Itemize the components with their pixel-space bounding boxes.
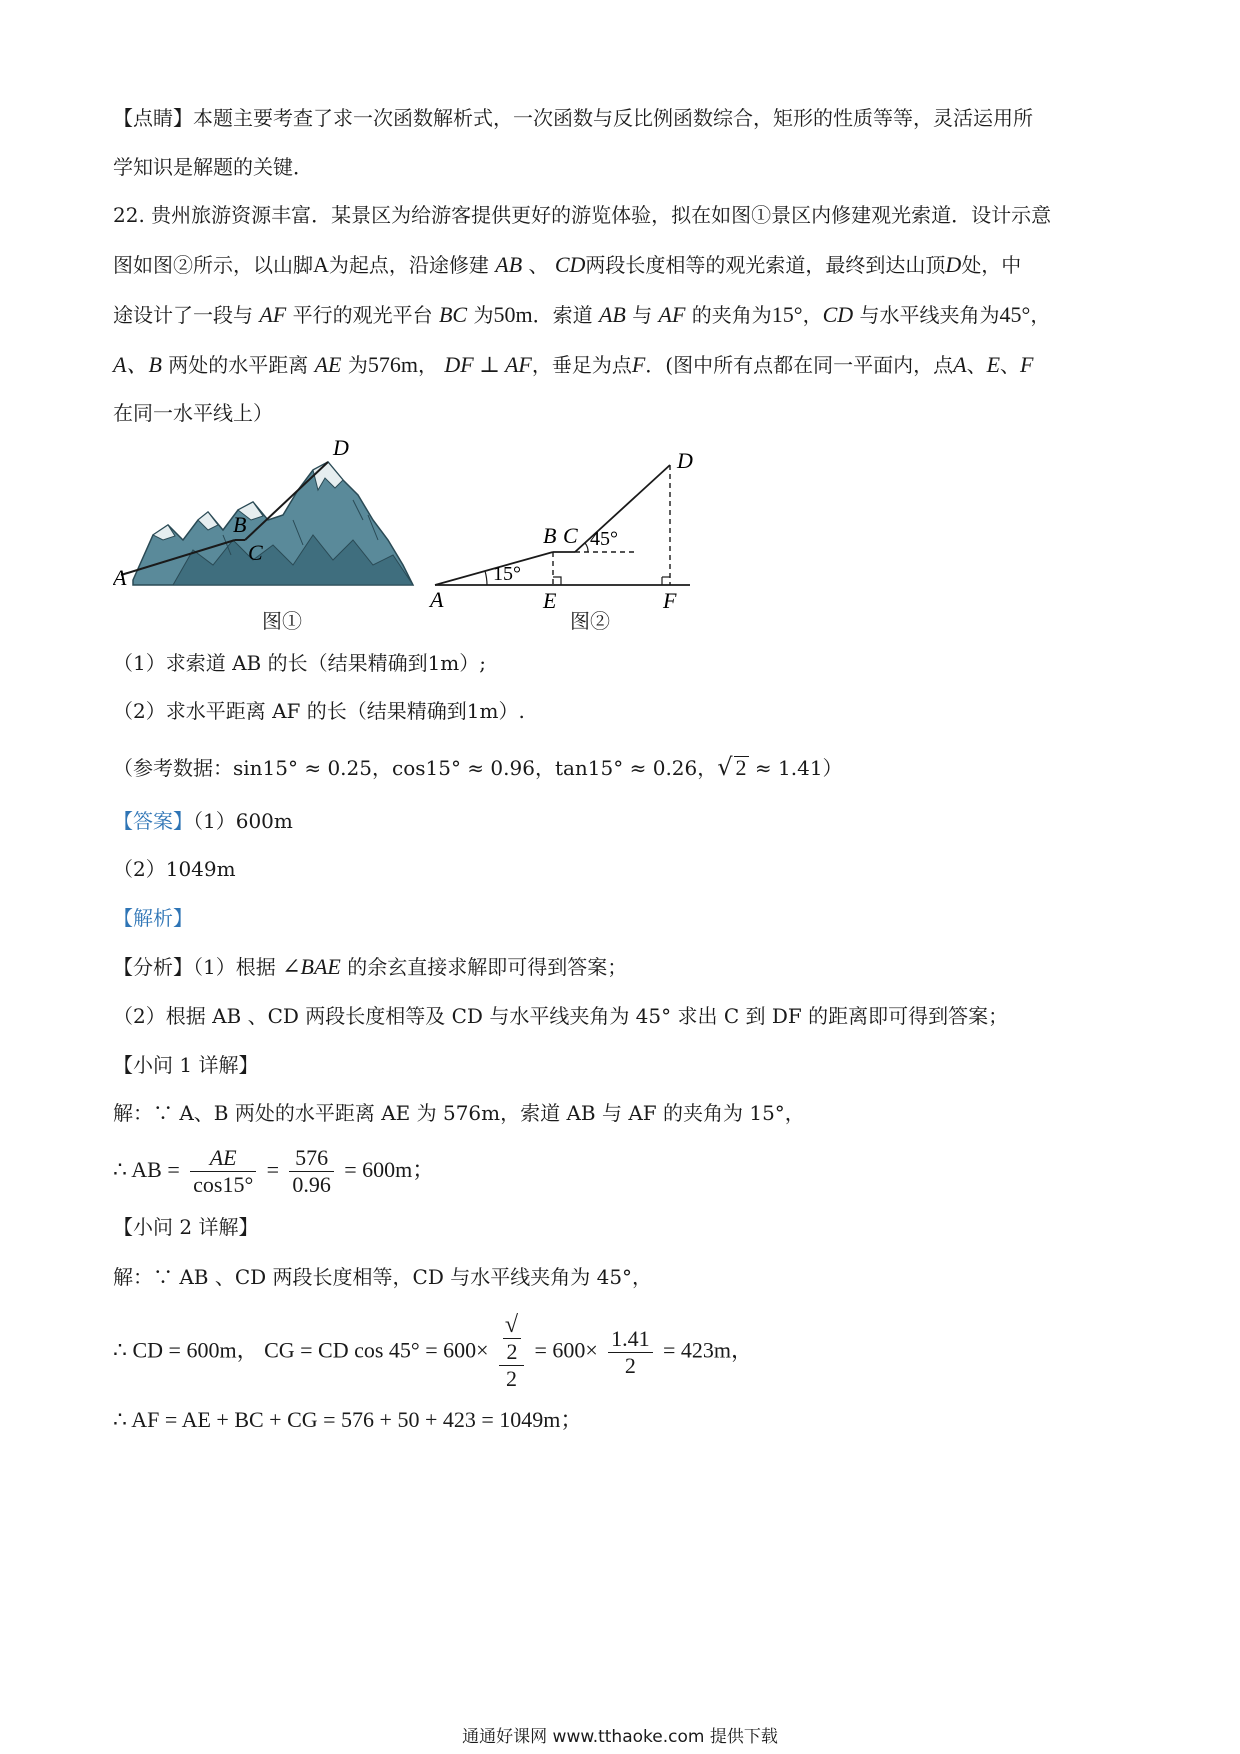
part2-solution <box>113 1262 652 1292</box>
part2-eq-c: = 423m， <box>663 1337 754 1363</box>
fig2-angle-arc-15 <box>485 571 487 585</box>
dianjing-text-1: 本题主要考查了求一次函数解析式，一次函数与反比例函数综合，矩形的性质等等，灵活运用所 <box>193 106 1033 130</box>
angle-45: 45° <box>999 302 1031 327</box>
problem-text-3d: ．索道 <box>532 303 593 327</box>
frac-141-denominator: 2 <box>624 1352 636 1378</box>
fig2-caption: 图② <box>570 609 610 633</box>
problem-text-3c: 为 <box>473 303 494 327</box>
part2-equation-2 <box>113 1405 582 1435</box>
problem-text-2b: 为起点，沿途修建 <box>328 253 489 277</box>
question-2-text: （2）求水平距离 AF 的长（结果精确到1m）. <box>113 699 525 723</box>
segment-af: AF <box>259 302 287 327</box>
problem-text-4c: ， <box>417 353 438 377</box>
fraction-ae-cos15 <box>190 1145 256 1198</box>
problem-text-4b: 为 <box>347 353 368 377</box>
problem-text-4d: ，垂足为点 <box>531 353 632 377</box>
problem-text-4a: 两处的水平距离 <box>168 353 309 377</box>
analysis-label: 【解析】 <box>113 906 193 930</box>
analysis-heading <box>113 903 193 933</box>
figure-1-mountains <box>113 440 423 630</box>
reference-sqrt-value: ≈ 1.41） <box>754 756 843 780</box>
bc-length: 50m <box>493 302 533 327</box>
part1-eq-right: = 600m； <box>344 1157 435 1182</box>
fig2-label-e: E <box>543 588 557 613</box>
problem-text-3g: ， <box>802 303 823 327</box>
fig2-label-c: C <box>563 523 578 548</box>
fig2-right-angle-e <box>553 577 561 585</box>
point-a-2: A <box>953 352 967 377</box>
frac-sqrt2-denominator: 2 <box>506 1366 517 1391</box>
frac1-numerator: AE <box>190 1145 256 1172</box>
sqrt-radicand: 2 <box>735 755 747 780</box>
dianjing-label: 【点睛】 <box>113 106 193 130</box>
fig1-label-d: D <box>333 440 349 460</box>
segment-af-2: AF <box>658 302 686 327</box>
problem-line-1 <box>113 200 1051 230</box>
fig2-angle-label-15: 15° <box>493 563 521 585</box>
point-d: D <box>945 252 962 277</box>
reference-text: （参考数据：sin15° ≈ 0.25，cos15° ≈ 0.96，tan15° ≈ 0.26， <box>113 756 718 780</box>
fenxi-1a: （1）根据 <box>193 955 276 979</box>
segment-ab-2: AB <box>598 302 626 327</box>
mountain-range <box>133 462 413 585</box>
part2-title <box>113 1212 258 1242</box>
fig2-label-f: F <box>663 588 677 613</box>
angle-bae: ∠BAE <box>282 954 341 979</box>
question-2 <box>113 696 525 726</box>
sqrt-symbol-2: √ <box>504 1312 519 1338</box>
ae-length: 576m <box>367 352 418 377</box>
fraction-576-096 <box>289 1145 334 1198</box>
part2-eq-3: ∴ AF = AE + BC + CG = 576 + 50 + 423 = 1049m； <box>113 1407 583 1432</box>
sqrt-radicand-2: 2 <box>503 1338 521 1365</box>
figure-2-diagram <box>425 445 715 620</box>
part1-solution <box>113 1098 805 1128</box>
fenxi-line-2 <box>113 1001 1008 1031</box>
fraction-sqrt2-2 <box>499 1312 524 1392</box>
problem-text-3i: ， <box>1030 303 1051 327</box>
frac2-denominator: 0.96 <box>292 1172 331 1197</box>
page-footer: 通通好课网 www.tthaoke.com 提供下载 <box>462 1727 778 1747</box>
problem-text-1: 贵州旅游资源丰富．某景区为给游客提供更好的游览体验，拟在如图①景区内修建观光索道．设计示意 <box>151 203 1052 227</box>
point-f-2: F <box>1020 352 1034 377</box>
problem-line-3 <box>113 300 1050 330</box>
problem-text-3f: 的夹角为 <box>691 303 772 327</box>
fraction-141-2 <box>608 1326 653 1379</box>
segment-cd: CD <box>554 252 586 277</box>
problem-line-4 <box>113 350 1033 380</box>
fenxi-label: 【分析】 <box>113 955 193 979</box>
fig1-label-a: A <box>113 565 127 590</box>
fig2-angle-arc-45 <box>585 543 588 552</box>
fig2-label-b: B <box>543 523 557 548</box>
fig2-angle-label-45: 45° <box>590 528 618 550</box>
problem-line-2: 图如图②所示，以山脚A为起点，沿途修建 AB 、 CD两段长度相等的观光索道，最终到达山顶D处，中 <box>113 252 1022 277</box>
part1-solution-text: 解：∵ A、B 两处的水平距离 AE 为 576m，索道 AB 与 AF 的夹角为 15°， <box>113 1101 805 1125</box>
part2-solution-text: 解：∵ AB 、CD 两段长度相等，CD 与水平线夹角为 45°， <box>113 1265 653 1289</box>
frac-sqrt2-numerator <box>499 1312 524 1366</box>
dianjing-line-2 <box>113 152 313 182</box>
question-1 <box>113 648 486 678</box>
answer-label: 【答案】 <box>113 809 193 833</box>
segment-bc: BC <box>438 302 468 327</box>
part2-eq-a: ∴ CD = 600m， CG = CD cos 45° = 600× <box>113 1337 489 1363</box>
fig1-label-c: C <box>248 540 263 565</box>
problem-text-3e: 与 <box>632 303 653 327</box>
equals-sign: = <box>266 1157 280 1182</box>
fenxi-line-1 <box>113 952 627 982</box>
fig2-label-d: D <box>677 448 693 473</box>
problem-number: 22. <box>113 203 145 227</box>
part1-title <box>113 1050 258 1080</box>
reference-data <box>113 752 843 783</box>
problem-text-4g: 、 <box>1000 353 1021 377</box>
problem-text-2a: 图如图②所示，以山脚 <box>113 253 313 277</box>
perpendicular: DF ⊥ AF <box>444 352 532 377</box>
problem-text-2d: 处，中 <box>961 253 1022 277</box>
part1-equation <box>113 1140 434 1200</box>
fig1-caption: 图① <box>262 609 302 633</box>
problem-text-2c: 两段长度相等的观光索道，最终到达山顶 <box>585 253 946 277</box>
part2-title-text: 【小问 2 详解】 <box>113 1215 259 1239</box>
points-ab: A、B <box>113 352 162 377</box>
fenxi-2: （2）根据 AB 、CD 两段长度相等及 CD 与水平线夹角为 45° 求出 C 到 DF 的距离即可得到答案； <box>113 1004 1009 1028</box>
segment-ab: AB <box>495 252 523 277</box>
angle-15: 15° <box>771 302 803 327</box>
segment-cd-2: CD <box>822 302 854 327</box>
answer-1: （1）600m <box>193 809 293 833</box>
sqrt-symbol: √ <box>717 753 733 781</box>
segment-ae: AE <box>314 352 342 377</box>
fig2-label-a: A <box>430 587 444 612</box>
question-1-text: （1）求索道 AB 的长（结果精确到1m）; <box>113 651 487 675</box>
problem-text-4f: 、 <box>966 353 987 377</box>
problem-text-3h: 与水平线夹角为 <box>859 303 1000 327</box>
fenxi-1b: 的余玄直接求解即可得到答案； <box>347 955 628 979</box>
answer-line-2 <box>113 854 236 884</box>
part1-eq-left: ∴ AB = <box>113 1157 180 1182</box>
answer-line-1 <box>113 806 293 836</box>
dianjing-text-2: 学知识是解题的关键． <box>113 155 313 179</box>
problem-text-5: 在同一水平线上） <box>113 401 273 425</box>
part1-title-text: 【小问 1 详解】 <box>113 1053 259 1077</box>
frac2-numerator: 576 <box>289 1145 334 1172</box>
problem-text-3a: 途设计了一段与 <box>113 303 253 327</box>
answer-2: （2）1049m <box>113 857 236 881</box>
dianjing-line-1 <box>113 103 1033 133</box>
fig1-label-b: B <box>233 512 247 537</box>
point-e: E <box>986 352 1001 377</box>
problem-text-3b: 平行的观光平台 <box>292 303 433 327</box>
problem-line-5 <box>113 398 273 428</box>
part2-eq-b: = 600× <box>534 1337 598 1363</box>
point-a: A <box>313 252 329 277</box>
point-f: F <box>631 352 646 377</box>
frac1-denominator: cos15° <box>193 1172 254 1197</box>
part2-equation-1 <box>113 1312 753 1392</box>
problem-text-4e: ．(图中所有点都在同一平面内，点 <box>645 353 954 377</box>
frac-141-numerator: 1.41 <box>608 1326 653 1353</box>
